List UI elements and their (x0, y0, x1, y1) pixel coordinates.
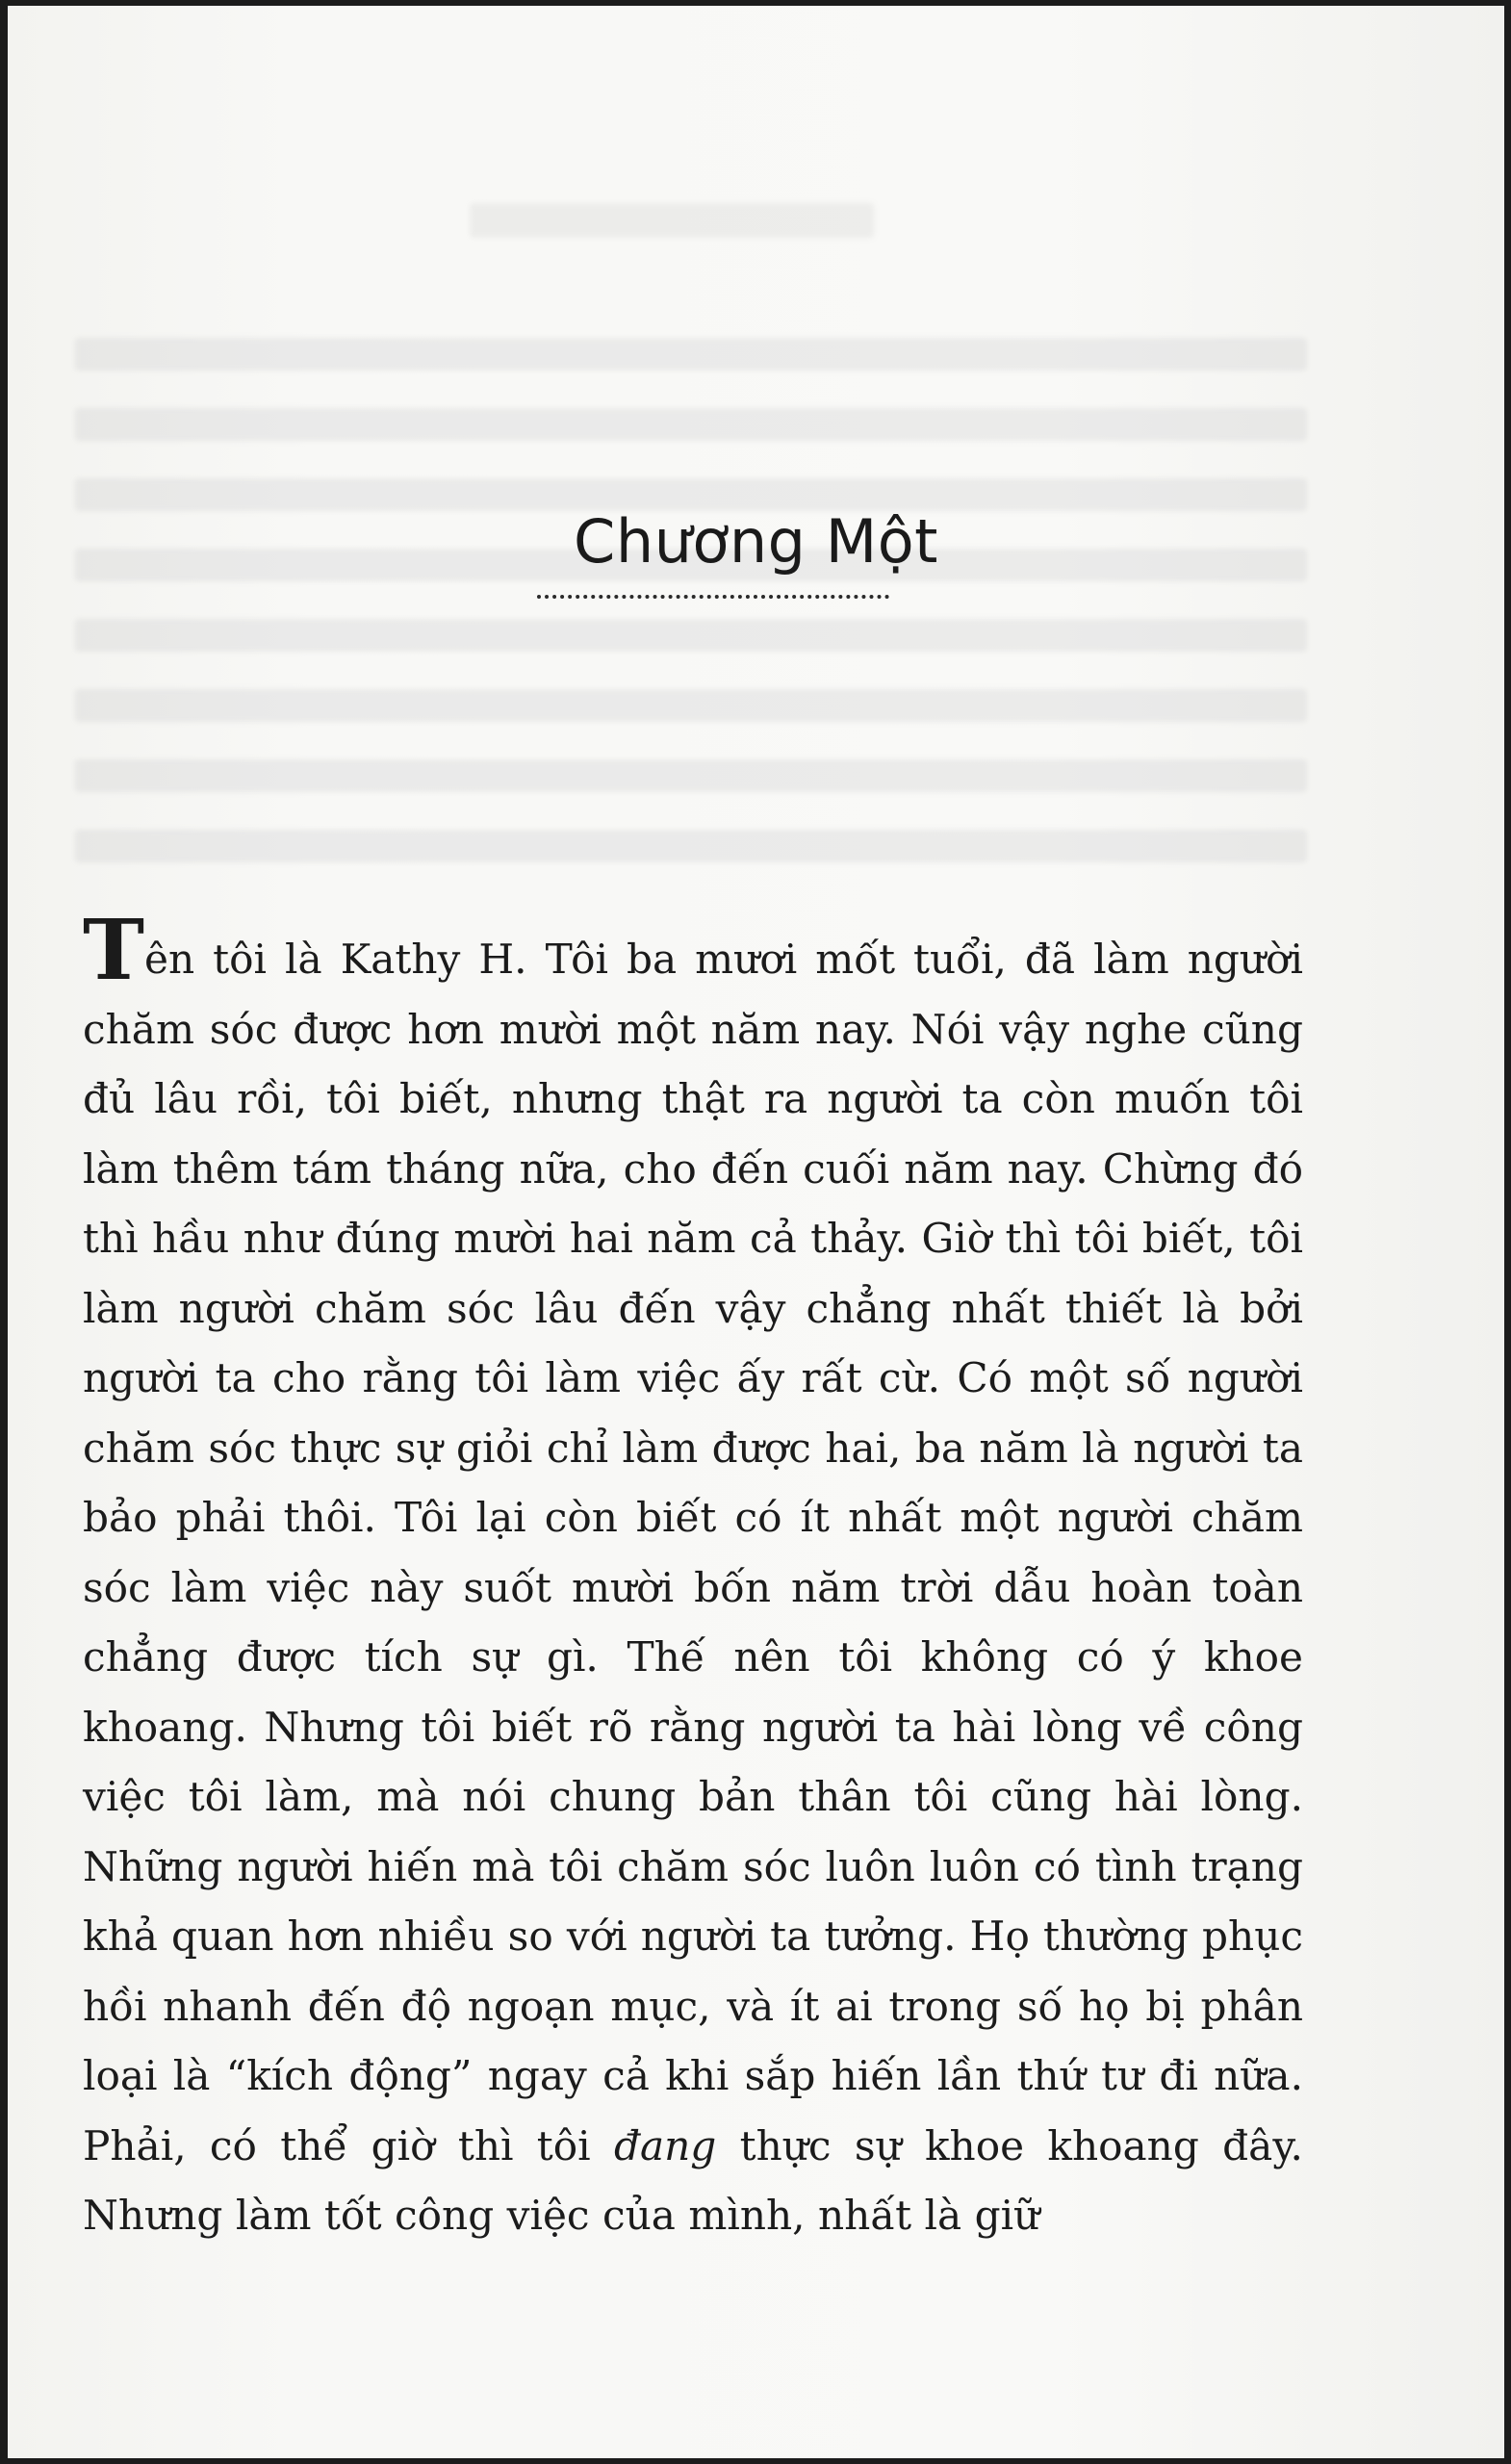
show-through-header (470, 203, 874, 238)
show-through-line (75, 830, 1307, 862)
chapter-title: Chương Một (574, 506, 938, 577)
show-through-line (75, 408, 1307, 441)
show-through-line (75, 689, 1307, 722)
drop-cap: T (83, 902, 144, 1000)
show-through-line (75, 619, 1307, 652)
show-through-line (75, 338, 1307, 371)
show-through-line (75, 759, 1307, 792)
body-paragraph (83, 902, 1303, 2251)
paragraph-text-start: ên tôi là Kathy H. Tôi ba mươi mốt tuổi, đã làm người chăm sóc được hơn mười một năm nay. Nói vậy nghe cũng đủ lâu rồi, tôi biết, nhưng thật ra người ta còn muốn tôi làm thêm tám tháng nữa, cho đến cuối năm nay. Chừng đó thì hầu như đúng mười hai năm cả thảy. Giờ thì tôi biết, tôi làm người chăm sóc lâu đến vậy chẳng nhất thiết là bởi người ta cho rằng tôi làm việc ấy rất cừ. Có một số người chăm sóc thực sự giỏi chỉ làm được hai, ba năm là người ta bảo phải thôi. Tôi lại còn biết có ít nhất một người chăm sóc làm việc này suốt mười bốn năm trời dẫu hoàn toàn chẳng được tích sự gì. Thế nên tôi không có ý khoe khoang. Nhưng tôi biết rõ rằng người ta hài lòng về công việc tôi làm, mà nói chung bản thân tôi cũng hài lòng. Những người hiến mà tôi chăm sóc luôn luôn có tình trạng khả quan hơn nhiều so với người ta tưởng. Họ thường phục hồi nhanh đến độ ngoạn mục, và ít ai trong số họ bị phân loại là “kích động” ngay cả khi sắp hiến lần thứ tư đi nữa. Phải, có thể giờ thì tôi (83, 936, 1303, 2169)
italic-emphasis: đang (613, 2121, 717, 2169)
paragraph-text-end: thực sự khoe khoang đây. Nhưng làm tốt công việc của mình, nhất là giữ (83, 2121, 1303, 2240)
book-page (8, 6, 1504, 2458)
chapter-title-dotted-rule (537, 595, 889, 599)
